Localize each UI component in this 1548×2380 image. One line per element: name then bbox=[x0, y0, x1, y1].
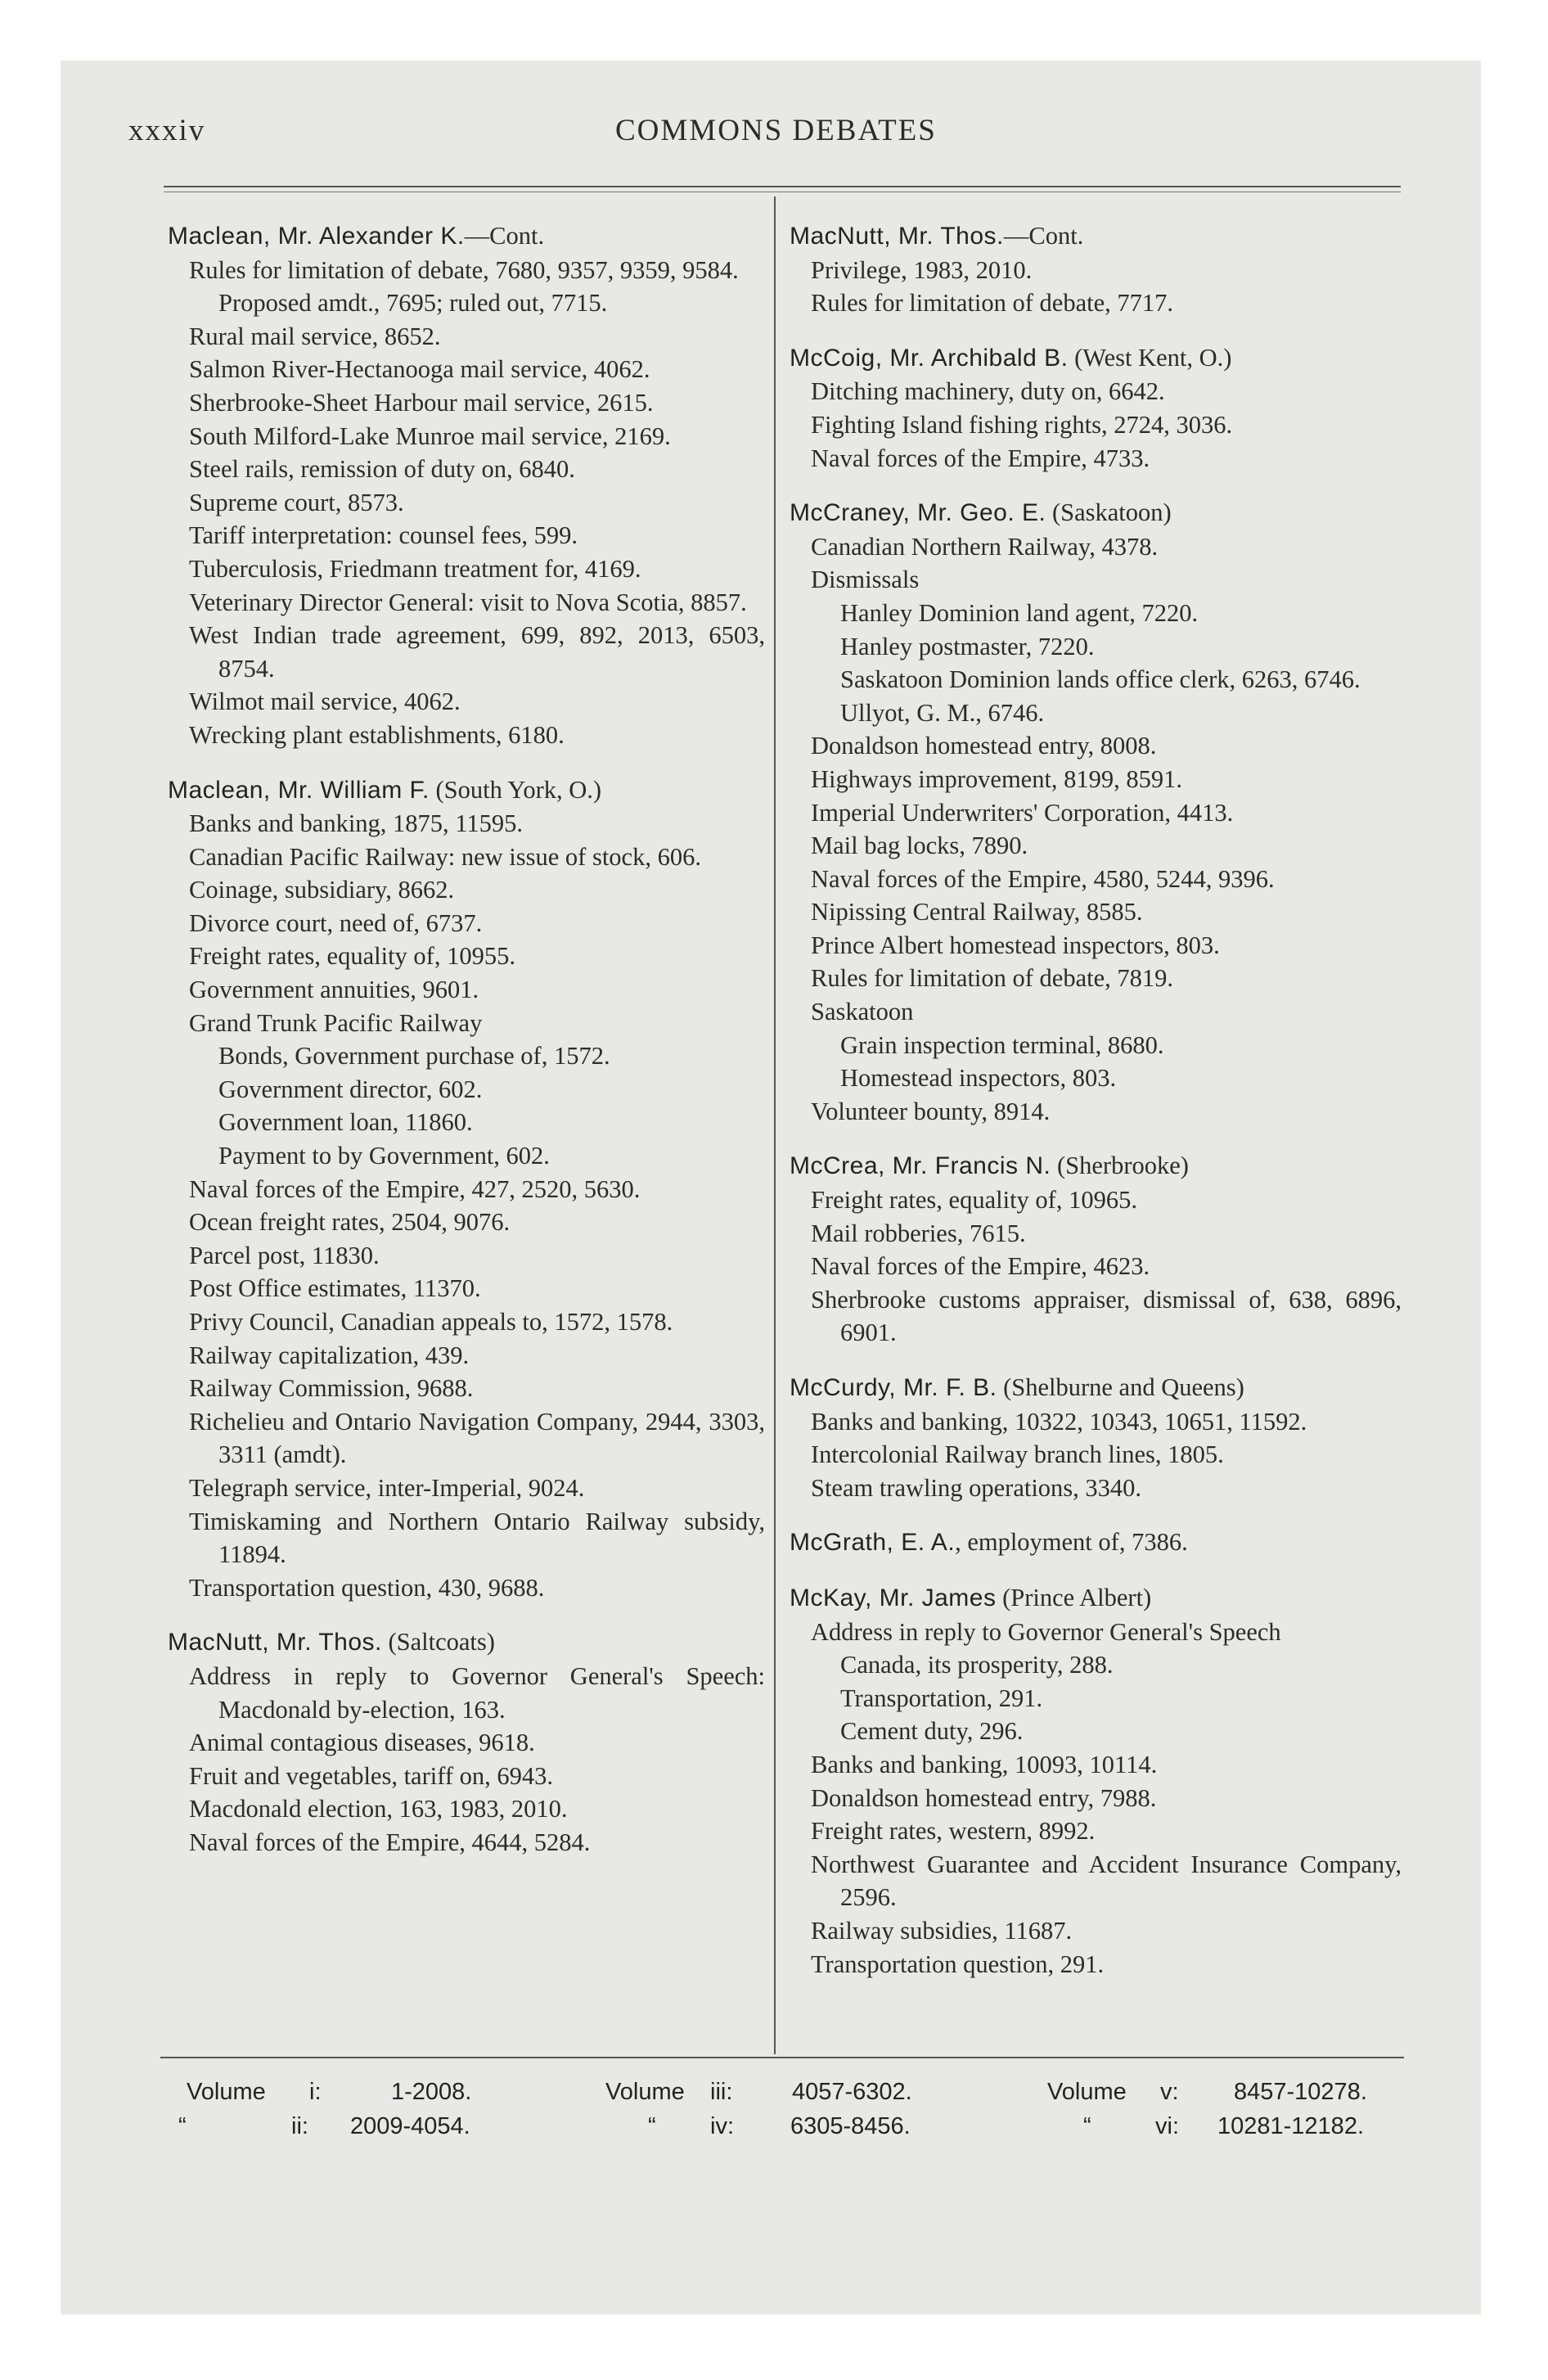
index-subtopic: Ullyot, G. M., 6746. bbox=[840, 698, 1045, 727]
index-topic: Telegraph service, inter-Imperial, 9024. bbox=[189, 1473, 585, 1502]
index-topic: Donaldson homestead entry, 8008. bbox=[811, 732, 1157, 760]
index-topic: Transportation question, 291. bbox=[811, 1950, 1105, 1978]
index-entry bbox=[790, 1371, 1402, 1504]
volume-number: vi: bbox=[1155, 2113, 1179, 2139]
index-topic: Canadian Northern Railway, 4378. bbox=[811, 532, 1159, 561]
index-topic: Banks and banking, 10093, 10114. bbox=[811, 1750, 1158, 1778]
index-topic: Mail robberies, 7615. bbox=[811, 1219, 1026, 1247]
entry-heading bbox=[168, 1625, 765, 1660]
index-topic: Coinage, subsidiary, 8662. bbox=[189, 876, 455, 904]
index-entry bbox=[790, 219, 1402, 320]
index-topic: Government annuities, 9601. bbox=[189, 976, 479, 1004]
page-number: xxxiv bbox=[128, 114, 206, 147]
index-topic: Northwest Guarantee and Accident Insurance Company, 2596. bbox=[811, 1850, 1402, 1912]
index-topic: Freight rates, equality of, 10965. bbox=[811, 1186, 1137, 1215]
index-entry bbox=[168, 1625, 765, 1859]
index-subtopic: Transportation, 291. bbox=[840, 1684, 1043, 1712]
index-topic: Donaldson homestead entry, 7988. bbox=[811, 1783, 1157, 1812]
index-topic: Grand Trunk Pacific Railway bbox=[189, 1008, 483, 1037]
index-topic: Veterinary Director General: visit to Nova Scotia, 8857. bbox=[189, 588, 747, 616]
header-rule bbox=[164, 186, 1401, 187]
heading-suffix: (Saskatoon) bbox=[1046, 498, 1172, 527]
index-topic: South Milford-Lake Munroe mail service, 2169. bbox=[189, 421, 671, 450]
member-name: McCrea, Mr. Francis N. bbox=[790, 1152, 1051, 1180]
volume-number: iii: bbox=[710, 2079, 733, 2105]
index-topic: Address in reply to Governor General's Speech bbox=[811, 1617, 1281, 1646]
entry-heading bbox=[168, 219, 765, 254]
index-topic: Richelieu and Ontario Navigation Company, 2944, 3303, 3311 (amdt). bbox=[189, 1407, 765, 1469]
index-topic: Tuberculosis, Friedmann treatment for, 4169. bbox=[189, 554, 641, 583]
index-subtopic: Payment to by Government, 602. bbox=[218, 1142, 550, 1170]
volume-label: Volume bbox=[187, 2079, 266, 2105]
ditto-mark: “ bbox=[648, 2113, 656, 2139]
index-column-left bbox=[168, 219, 765, 1881]
index-topic: Sherbrooke-Sheet Harbour mail service, 2615. bbox=[189, 388, 654, 417]
index-topic: Highways improvement, 8199, 8591. bbox=[811, 764, 1183, 793]
volume-range: 1-2008. bbox=[391, 2079, 472, 2105]
index-topic: Rules for limitation of debate, 7819. bbox=[811, 964, 1174, 993]
index-topic: Naval forces of the Empire, 4644, 5284. bbox=[189, 1828, 591, 1856]
entry-heading bbox=[790, 1526, 1402, 1560]
index-topic: Volunteer bounty, 8914. bbox=[811, 1097, 1051, 1125]
index-topic: Fighting Island fishing rights, 2724, 3036. bbox=[811, 410, 1233, 439]
volume-range: 8457-10278. bbox=[1234, 2079, 1367, 2105]
member-name: Maclean, Mr. William F. bbox=[168, 776, 430, 804]
index-topic: Steel rails, remission of duty on, 6840. bbox=[189, 455, 575, 484]
index-topic: Imperial Underwriters' Corporation, 4413. bbox=[811, 798, 1234, 827]
index-entry bbox=[790, 1149, 1402, 1350]
index-topic: Address in reply to Governor General's Speech: Macdonald by-election, 163. bbox=[189, 1661, 765, 1724]
index-topic: Steam trawling operations, 3340. bbox=[811, 1473, 1142, 1502]
index-topic: Post Office estimates, 11370. bbox=[189, 1274, 481, 1303]
index-topic: Mail bag locks, 7890. bbox=[811, 832, 1028, 860]
index-topic: Rules for limitation of debate, 7680, 9357, 9359, 9584. bbox=[189, 255, 739, 284]
member-name: MacNutt, Mr. Thos. bbox=[790, 223, 1004, 250]
index-topic: Animal contagious diseases, 9618. bbox=[189, 1729, 535, 1757]
index-entry bbox=[168, 219, 765, 752]
index-subtopic: Cement duty, 296. bbox=[840, 1717, 1024, 1746]
index-subtopic: Bonds, Government purchase of, 1572. bbox=[218, 1042, 610, 1071]
ditto-mark: “ bbox=[178, 2113, 187, 2139]
volume-range: 4057-6302. bbox=[792, 2079, 912, 2105]
volume-number: iv: bbox=[710, 2113, 734, 2139]
heading-suffix: —Cont. bbox=[464, 222, 545, 250]
index-subtopic: Saskatoon Dominion lands office clerk, 6263, 6746. bbox=[840, 665, 1361, 694]
index-column-right bbox=[790, 219, 1402, 2002]
index-topic: Banks and banking, 1875, 11595. bbox=[189, 809, 524, 838]
heading-suffix: (Sherbrooke) bbox=[1051, 1152, 1189, 1180]
ditto-mark: “ bbox=[1083, 2113, 1091, 2139]
entry-heading bbox=[790, 1371, 1402, 1405]
index-topic: Intercolonial Railway branch lines, 1805. bbox=[811, 1440, 1224, 1469]
index-topic: Wilmot mail service, 4062. bbox=[189, 687, 461, 716]
heading-suffix: , employment of, 7386. bbox=[955, 1528, 1188, 1557]
volume-label: Volume bbox=[1047, 2079, 1127, 2105]
volume-range: 2009-4054. bbox=[350, 2113, 470, 2139]
column-divider bbox=[774, 196, 776, 2054]
index-topic: Macdonald election, 163, 1983, 2010. bbox=[189, 1795, 568, 1823]
running-title: COMMONS DEBATES bbox=[615, 114, 937, 147]
index-topic: Supreme court, 8573. bbox=[189, 488, 404, 516]
index-topic: Naval forces of the Empire, 4623. bbox=[811, 1252, 1150, 1281]
heading-suffix: (West Kent, O.) bbox=[1068, 343, 1232, 372]
index-entry bbox=[790, 496, 1402, 1128]
index-topic: Privy Council, Canadian appeals to, 1572, 1578. bbox=[189, 1308, 673, 1336]
footer-rule bbox=[160, 2057, 1404, 2058]
index-topic: Dismissals bbox=[811, 566, 920, 594]
index-topic: Fruit and vegetables, tariff on, 6943. bbox=[189, 1761, 553, 1790]
entry-heading bbox=[168, 773, 765, 808]
index-topic: Rules for limitation of debate, 7717. bbox=[811, 289, 1174, 318]
index-topic: Tariff interpretation: counsel fees, 599. bbox=[189, 521, 578, 550]
entry-heading bbox=[790, 1581, 1402, 1616]
index-topic: Transportation question, 430, 9688. bbox=[189, 1573, 545, 1602]
index-topic: Freight rates, western, 8992. bbox=[811, 1817, 1096, 1846]
index-subtopic: Government loan, 11860. bbox=[218, 1108, 473, 1137]
entry-heading bbox=[790, 341, 1402, 376]
index-topic: Ocean freight rates, 2504, 9076. bbox=[189, 1208, 511, 1237]
index-topic: Wrecking plant establishments, 6180. bbox=[189, 720, 565, 749]
index-topic: Canadian Pacific Railway: new issue of stock, 606. bbox=[189, 842, 701, 871]
volume-number: v: bbox=[1160, 2079, 1179, 2105]
heading-suffix: (Shelburne and Queens) bbox=[997, 1373, 1244, 1401]
index-subtopic: Homestead inspectors, 803. bbox=[840, 1064, 1117, 1093]
member-name: McGrath, E. A. bbox=[790, 1529, 956, 1557]
index-topic: Ditching machinery, duty on, 6642. bbox=[811, 377, 1165, 406]
heading-suffix: —Cont. bbox=[1003, 222, 1084, 250]
heading-suffix: (South York, O.) bbox=[429, 775, 602, 804]
index-entry bbox=[790, 341, 1402, 475]
index-topic: Nipissing Central Railway, 8585. bbox=[811, 898, 1143, 926]
member-name: McCraney, Mr. Geo. E. bbox=[790, 499, 1046, 527]
volume-label: Volume bbox=[605, 2079, 685, 2105]
index-subtopic: Canada, its prosperity, 288. bbox=[840, 1651, 1114, 1679]
index-topic: West Indian trade agreement, 699, 892, 2013, 6503, 8754. bbox=[189, 621, 765, 683]
heading-suffix: (Prince Albert) bbox=[996, 1583, 1152, 1611]
member-name: McCoig, Mr. Archibald B. bbox=[790, 344, 1069, 372]
index-entry bbox=[790, 1526, 1402, 1560]
volume-range: 10281-12182. bbox=[1217, 2113, 1364, 2139]
index-topic: Naval forces of the Empire, 4580, 5244, 9396. bbox=[811, 864, 1275, 893]
index-topic: Railway subsidies, 11687. bbox=[811, 1916, 1073, 1945]
entry-heading bbox=[790, 1149, 1402, 1183]
index-topic: Railway Commission, 9688. bbox=[189, 1374, 474, 1403]
page-header bbox=[0, 113, 1548, 154]
index-topic: Naval forces of the Empire, 4733. bbox=[811, 444, 1150, 472]
index-topic: Timiskaming and Northern Ontario Railway subsidy, 11894. bbox=[189, 1507, 765, 1569]
index-topic: Privilege, 1983, 2010. bbox=[811, 255, 1033, 284]
index-entry bbox=[790, 1581, 1402, 1981]
index-subtopic: Hanley postmaster, 7220. bbox=[840, 632, 1095, 660]
member-name: Maclean, Mr. Alexander K. bbox=[168, 223, 465, 250]
index-topic: Railway capitalization, 439. bbox=[189, 1341, 470, 1369]
index-subtopic: Grain inspection terminal, 8680. bbox=[840, 1030, 1164, 1059]
index-topic: Rural mail service, 8652. bbox=[189, 322, 441, 350]
heading-suffix: (Saltcoats) bbox=[381, 1628, 495, 1657]
volume-range: 6305-8456. bbox=[790, 2113, 911, 2139]
index-topic: Saskatoon bbox=[811, 998, 914, 1026]
index-topic: Prince Albert homestead inspectors, 803. bbox=[811, 931, 1220, 959]
index-entry bbox=[168, 773, 765, 1605]
index-topic: Divorce court, need of, 6737. bbox=[189, 908, 483, 937]
entry-heading bbox=[790, 496, 1402, 530]
index-topic: Freight rates, equality of, 10955. bbox=[189, 942, 515, 971]
index-topic: Parcel post, 11830. bbox=[189, 1241, 380, 1269]
index-topic: Sherbrooke customs appraiser, dismissal of, 638, 6896, 6901. bbox=[811, 1285, 1402, 1347]
index-topic: Salmon River-Hectanooga mail service, 4062. bbox=[189, 355, 650, 384]
member-name: MacNutt, Mr. Thos. bbox=[168, 1629, 382, 1657]
volume-number: i: bbox=[309, 2079, 322, 2105]
member-name: McKay, Mr. James bbox=[790, 1584, 997, 1611]
index-topic: Banks and banking, 10322, 10343, 10651, 11592. bbox=[811, 1407, 1307, 1436]
index-subtopic: Government director, 602. bbox=[218, 1075, 483, 1103]
index-subtopic: Hanley Dominion land agent, 7220. bbox=[840, 598, 1199, 627]
index-topic: Naval forces of the Empire, 427, 2520, 5630. bbox=[189, 1174, 641, 1203]
member-name: McCurdy, Mr. F. B. bbox=[790, 1374, 997, 1401]
index-subtopic: Proposed amdt., 7695; ruled out, 7715. bbox=[218, 289, 608, 318]
entry-heading bbox=[790, 219, 1402, 254]
volume-number: ii: bbox=[291, 2113, 308, 2139]
